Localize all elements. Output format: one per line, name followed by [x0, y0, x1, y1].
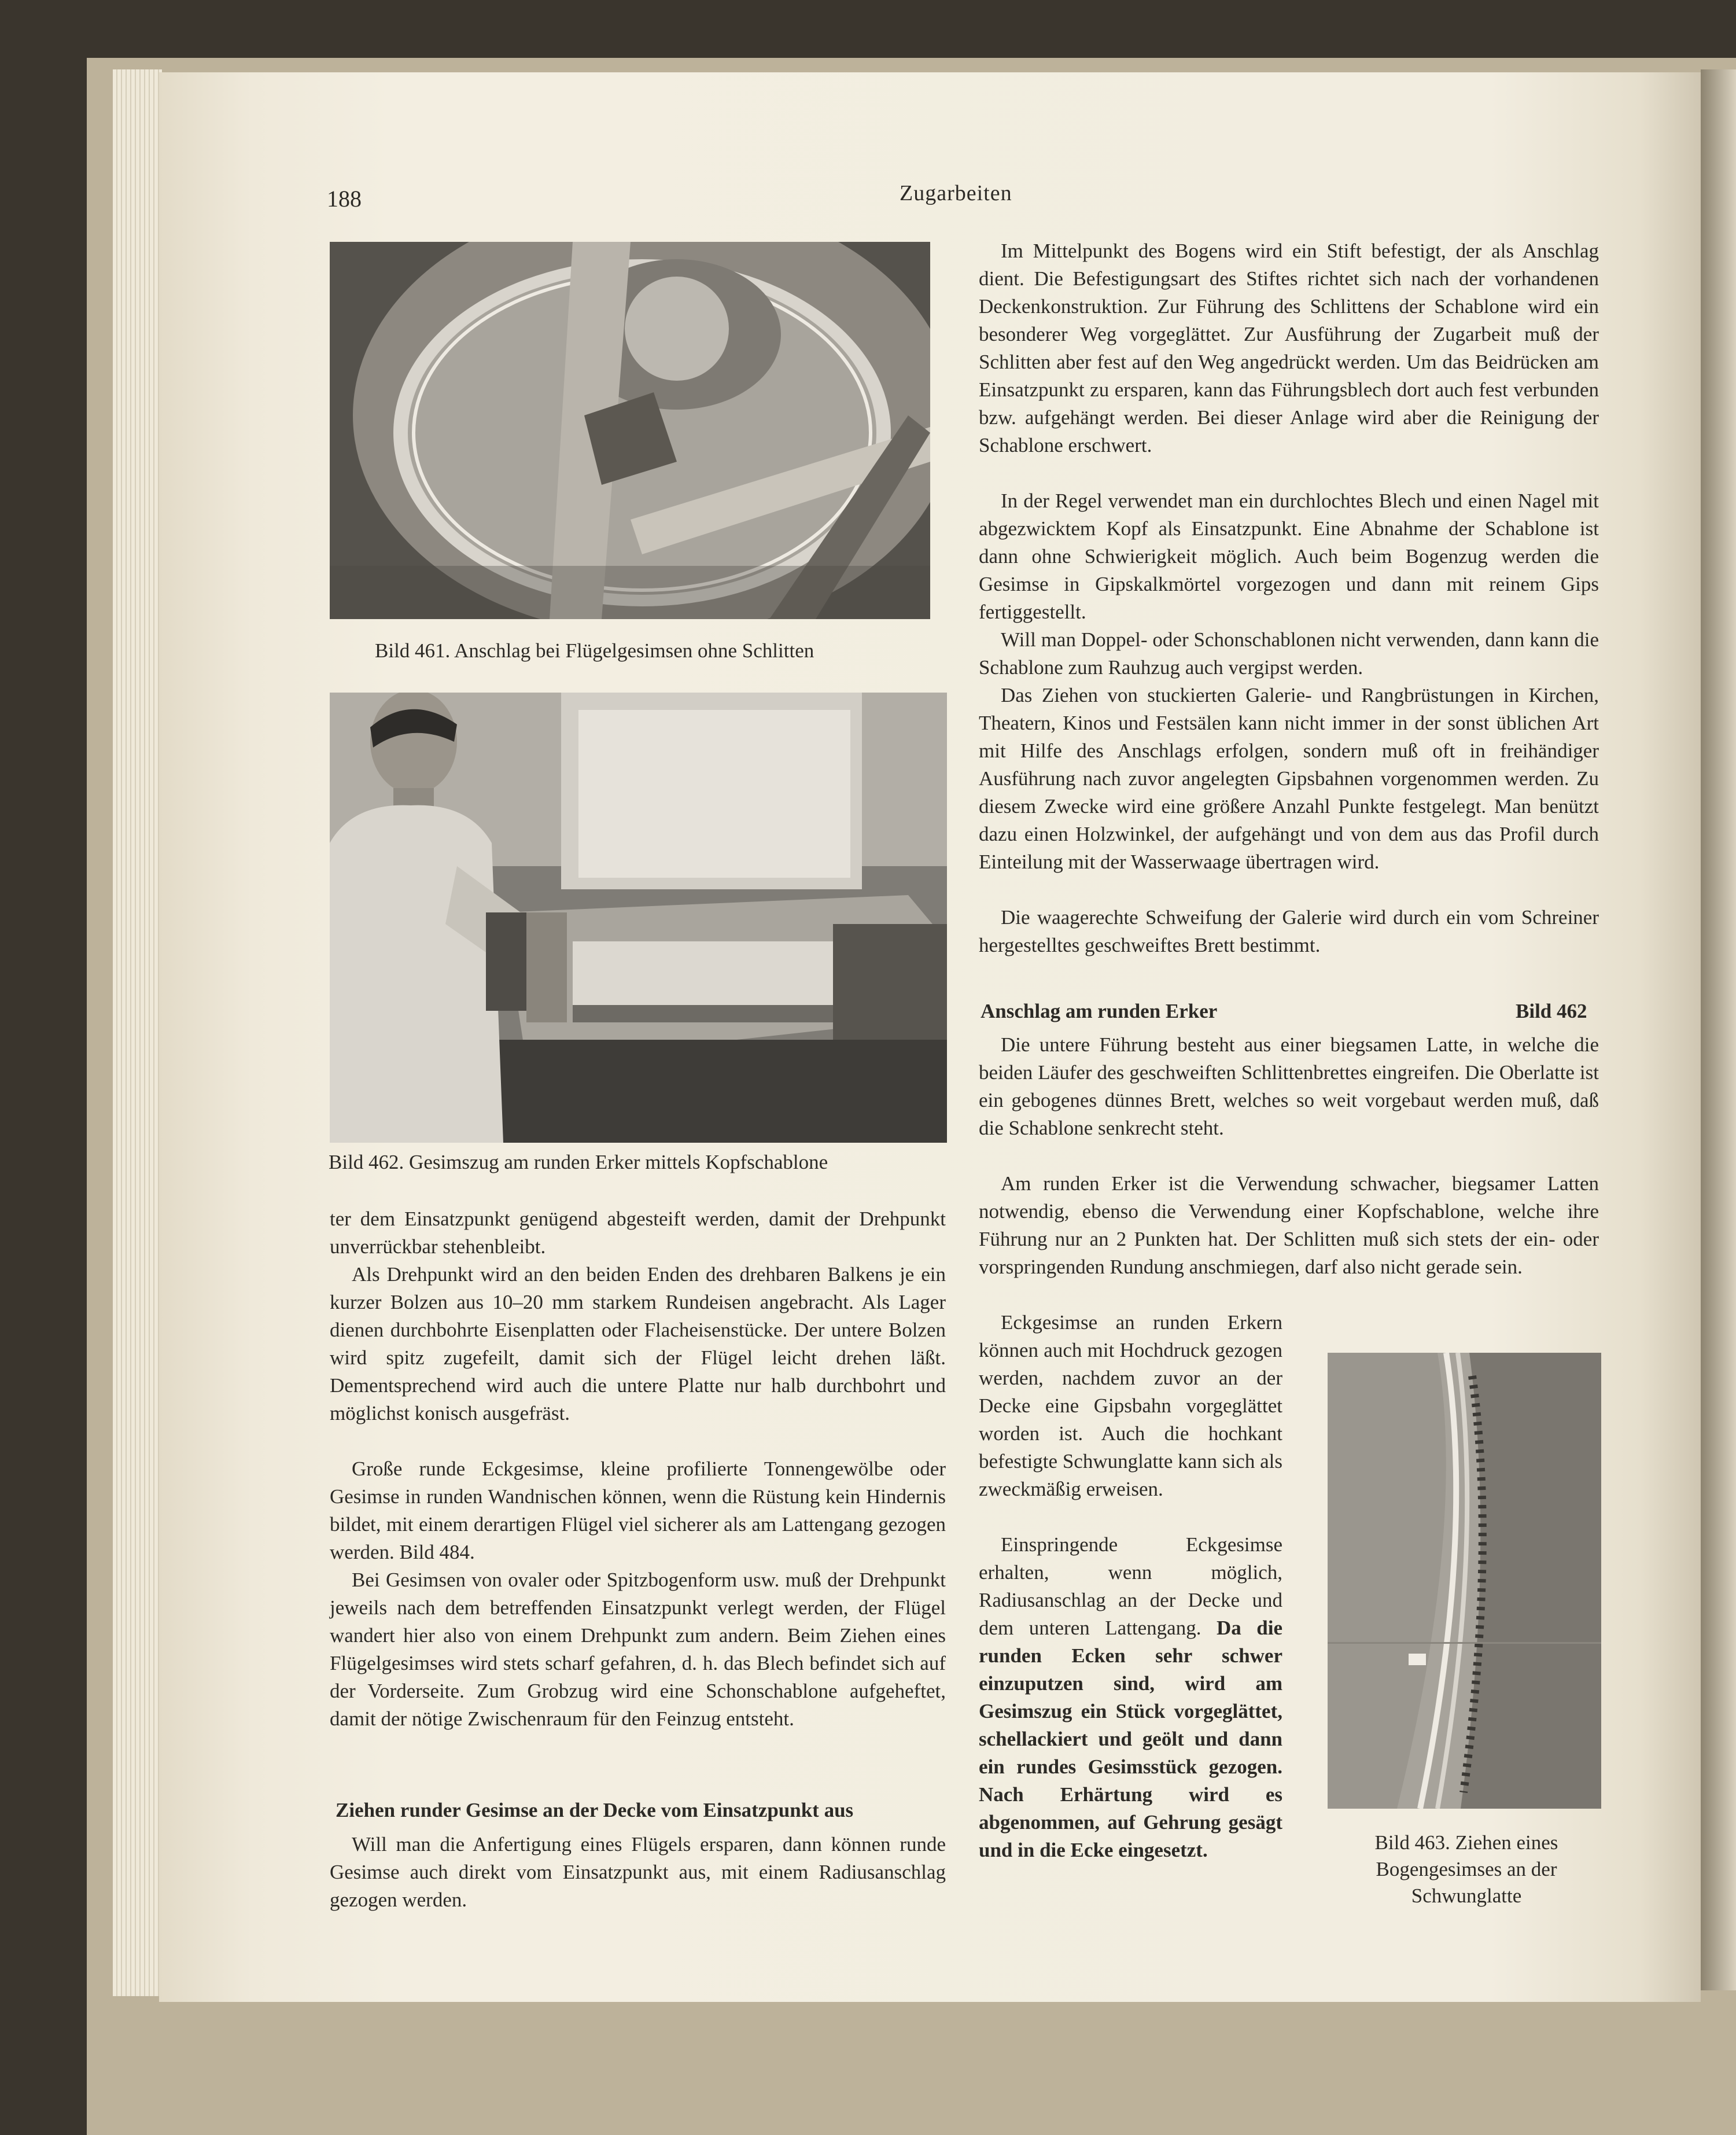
right-paragraph-2: In der Regel verwendet man ein durchlochtes Blech und einen Nagel mit abgezwicktem Kopf als Einsatzpunkt. Eine Abnahme der Schablone ist dann ohne Schwierigkeit möglich. Auch beim Bogenzug werden die Gesimse in Gipskalkmörtel vorgezogen und dann mit reinem Gips fertiggestellt. [979, 489, 1599, 623]
right-paragraph-7: Am runden Erker ist die Verwendung schwacher, biegsamer Latten notwendig, ebenso die Verwendung einer Kopfschablone, welche ihre Führung nur an 2 Punkten hat. Der Schlitten muß sich stets der ein- oder vorspringenden Rundung anschmiegen, darf also nicht gerade sein. [979, 1172, 1599, 1278]
right-paragraph-9 [979, 1531, 1282, 1864]
page-edges [113, 69, 162, 1996]
figure-461-caption: Bild 461. Anschlag bei Flügelgesimsen ohne Schlitten [375, 639, 814, 662]
running-title: Zugarbeiten [900, 181, 1012, 205]
right-paragraph-4: Das Ziehen von stuckierten Galerie- und Rangbrüstungen in Kirchen, Theatern, Kinos und Festsälen kann nicht immer in der sonst üblichen Art mit Hilfe des Anschlags erfolgen, sondern muß oft in freihändiger Ausführung nach zuvor angelegten Gipsbahnen vorgenommen werden. Zu diesem Zwecke wird eine größere Anzahl Punkte festgelegt. Man benützt dazu einen Holzwinkel, der aufgehängt und von dem aus das Profil durch Einteilung mit der Wasserwaage übertragen wird. [979, 684, 1599, 873]
right-paragraph-3: Will man Doppel- oder Schonschablonen nicht verwenden, dann kann die Schablone zum Rauhzug auch vergipst werden. [979, 628, 1599, 679]
right-section-heading: Anschlag am runden Erker [981, 1000, 1218, 1022]
left-section-heading: Ziehen runder Gesimse an der Decke vom Einsatzpunkt aus [336, 1799, 854, 1821]
figure-463-caption: Bild 463. Ziehen eines Bogengesimses an der Schwunglatte [1374, 1831, 1558, 1907]
right-paragraph-1: Im Mittelpunkt des Bogens wird ein Stift befestigt, der als Anschlag dient. Die Befestigungsart des Stiftes richtet sich nach der vorhandenen Deckenkonstruktion. Zur Führung des Schlittens der Schablone wird ein besonderer Weg vorgeglättet. Zur Ausführung der Zugarbeit muß der Schlitten aber fest auf den Weg angedrückt werden. Um das Beidrücken am Einsatzpunkt zu ersparen, kann das Führungsblech dort auch fest verbunden bzw. aufgehängt werden. Bei dieser Anlage wird aber die Reinigung der Schablone erschwert. [979, 240, 1599, 457]
left-paragraph-5: Will man die Anfertigung eines Flügels ersparen, dann können runde Gesimse auch direkt vom Einsatzpunkt aus, mit einem Radiusanschlag gezogen werden. [330, 1833, 946, 1911]
left-paragraph-4: Bei Gesimsen von ovaler oder Spitzbogenform usw. muß der Drehpunkt jeweils nach dem betreffenden Einsatzpunkt verlegt werden, der Flügel wandert hier also von einem Drehpunkt zum andern. Beim Ziehen eines Flügelgesimses wird stets scharf gefahren, d. h. das Blech befindet sich auf der Vorderseite. Zum Grobzug wird eine Schonschablone aufgeheftet, damit der nötige Zwischenraum für den Feinzug entsteht. [330, 1569, 946, 1730]
figure-461-photo [330, 242, 930, 619]
left-paragraph-3: Große runde Eckgesimse, kleine profilierte Tonnengewölbe oder Gesimse in runden Wandnischen können, wenn die Rüstung kein Hindernis bildet, mit einem derartigen Flügel viel sicherer als am Lattengang gezogen werden. Bild 484. [330, 1457, 946, 1563]
facing-page-edge [1701, 69, 1736, 1990]
right-paragraph-6: Die untere Führung besteht aus einer biegsamen Latte, in welche die beiden Läufer des geschweiften Schlittenbrettes eingreifen. Die Oberlatte ist ein gebogenes dünnes Brett, welches so weit vorgebaut werden muß, daß die Schablone senkrecht steht. [979, 1033, 1599, 1139]
right-paragraph-9-bold: Da die runden Ecken sehr schwer einzuputzen sind, wird am Gesimszug ein Stück vorgeglättet, schellackiert und geölt und dann ein rundes Gesimsstück gezogen. Nach Erhärtung wird es abgenommen, auf Gehrung gesägt und in die Ecke eingesetzt. [979, 1617, 1283, 1861]
figure-463-photo [1328, 1353, 1601, 1809]
right-paragraph-5: Die waagerechte Schweifung der Galerie wird durch ein vom Schreiner hergestelltes geschweiftes Brett bestimmt. [979, 906, 1599, 956]
right-paragraph-8: Eckgesimse an runden Erkern können auch mit Hochdruck gezogen werden, nachdem zuvor an der Decke eine Gipsbahn vorgeglättet worden ist. Auch die hochkant befestigte Schwunglatte kann sich als zweckmäßig erweisen. [979, 1311, 1282, 1500]
figure-462-photo [330, 693, 947, 1143]
left-paragraph-2: Als Drehpunkt wird an den beiden Enden des drehbaren Balkens je ein kurzer Bolzen aus 10–20 mm starkem Rundeisen angebracht. Als Lager dienen durchbohrte Eisenplatten oder Flacheisenstücke. Der untere Bolzen wird spitz zugefeilt, damit sich der Flügel leicht drehen läßt. Dementsprechend wird auch die untere Platte nur halb durchbohrt und möglichst konisch ausgefräst. [330, 1263, 946, 1424]
right-paragraph-9-plain: Einspringende Eckgesimse erhalten, wenn möglich, Radiusanschlag an der Decke und dem unteren Lattengang. [979, 1533, 1282, 1639]
left-paragraph-1: ter dem Einsatzpunkt genügend abgesteift werden, damit der Drehpunkt unverrückbar stehenbleibt. [330, 1208, 946, 1258]
page-number: 188 [327, 186, 362, 212]
figure-462-caption: Bild 462. Gesimszug am runden Erker mittels Kopfschablone [329, 1151, 828, 1173]
right-section-figure-ref: Bild 462 [1516, 1000, 1587, 1022]
